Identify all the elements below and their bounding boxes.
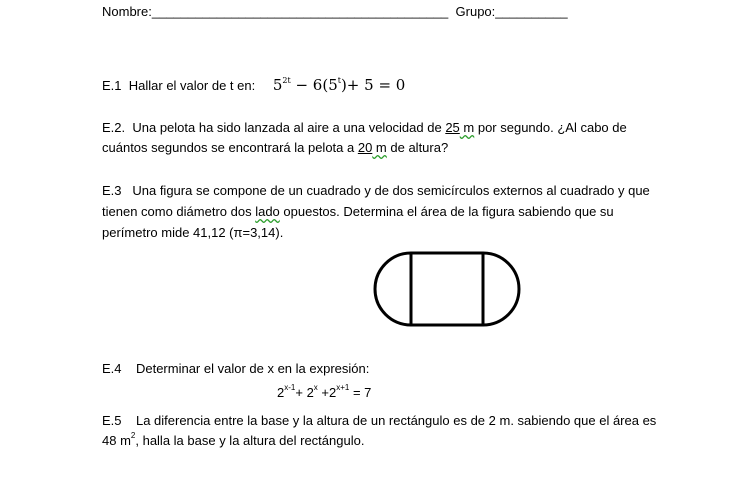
- e5-area-value: 48 m: [102, 433, 131, 448]
- e3-line3-text: perímetro mide 41,12 (π=3,14).: [102, 225, 284, 240]
- exercise-e5-line1: [102, 413, 656, 428]
- exercise-e3-line2: [102, 204, 614, 219]
- e5-line1-text: La diferencia entre la base y la altura de un rectángulo es de 2 m. sabiendo que el área es: [135, 413, 657, 428]
- e1-eq-part3: )+ 5 = 0: [340, 76, 406, 94]
- name-label: Nombre:: [102, 4, 152, 19]
- e1-eq-exp1: 2t: [282, 76, 291, 85]
- e1-eq-exp2: t: [337, 76, 341, 85]
- e4-eq-exp1: x-1: [284, 383, 296, 392]
- exercise-e2-line2: [102, 140, 448, 155]
- e4-equation: [277, 385, 371, 400]
- e3-label: E.3: [102, 183, 122, 198]
- e5-line2-end: , halla la base y la altura del rectángulo.: [135, 433, 365, 448]
- e2-label: E.2.: [102, 120, 126, 135]
- e3-line2-end: opuestos. Determina el área de la figura sabiendo que su: [279, 204, 614, 219]
- e4-eq-rest: = 7: [349, 385, 372, 400]
- e1-eq-part2: − 6(5: [290, 76, 338, 94]
- e2-line1-end: por segundo. ¿Al cabo de: [474, 120, 627, 135]
- header-line: [102, 4, 568, 19]
- group-label: Grupo:: [455, 4, 496, 19]
- group-blank: __________: [495, 4, 568, 19]
- name-blank: _________________________________________: [151, 4, 449, 19]
- e4-label: E.4: [102, 361, 122, 376]
- e4-eq-base2: + 2: [295, 385, 314, 400]
- e2-line1-text: Una pelota ha sido lanzada al aire a una velocidad de: [132, 120, 446, 135]
- e1-label: E.1: [102, 78, 122, 93]
- e1-text: Hallar el valor de t en:: [128, 78, 256, 93]
- e5-label: E.5: [102, 413, 122, 428]
- e4-eq-base1: 2: [277, 385, 285, 400]
- exercise-e1: [102, 76, 405, 94]
- e2-speed-unit: m: [459, 120, 475, 135]
- exercise-e3-line3: [102, 225, 283, 240]
- e2-height-unit: m: [372, 140, 387, 155]
- e2-line2-end: de altura?: [386, 140, 449, 155]
- e2-speed-value: 25: [445, 120, 460, 135]
- figure-outline: [375, 253, 519, 325]
- e4-eq-base3: +2: [317, 385, 337, 400]
- exercise-e5-line2: [102, 433, 364, 448]
- e3-line2-text: tienen como diámetro dos: [102, 204, 256, 219]
- e1-eq-base: 5: [272, 76, 283, 94]
- e3-line1-text: Una figura se compone de un cuadrado y de dos semicírculos externos al cuadrado y que: [132, 183, 650, 198]
- e1-equation: [273, 76, 406, 94]
- e5-area-exp: 2: [130, 431, 136, 440]
- e2-height-value: 20: [357, 140, 373, 155]
- e4-text: Determinar el valor de x en la expresión:: [135, 361, 370, 376]
- square-semicircles-figure: [372, 250, 524, 328]
- e4-eq-exp3: x+1: [336, 383, 350, 392]
- e3-lado-word: lado: [255, 204, 280, 219]
- e2-line2-text: cuántos segundos se encontrará la pelota a: [102, 140, 358, 155]
- exercise-e4: [102, 361, 369, 376]
- exercise-e2-line1: [102, 120, 627, 135]
- exercise-e3-line1: [102, 183, 650, 198]
- e4-eq-exp2: x: [313, 383, 318, 392]
